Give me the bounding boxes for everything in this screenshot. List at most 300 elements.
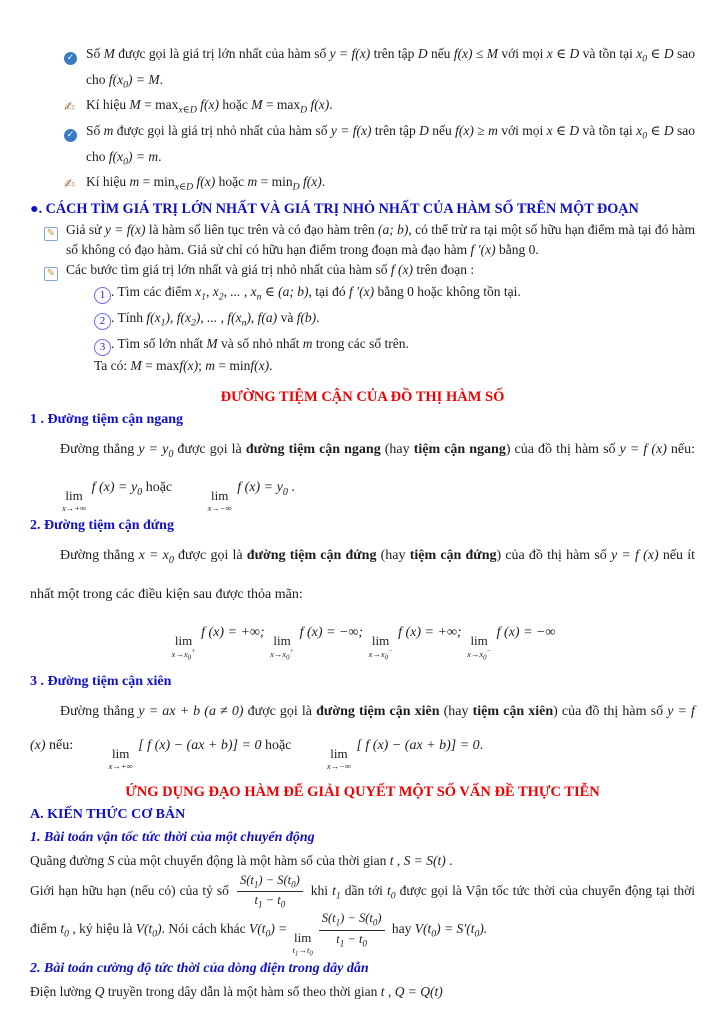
text-run: . [287, 480, 295, 496]
math-run: ) = m [127, 148, 159, 164]
text-run: nếu ít nhất một trong các điều kiện sau được thỏa mãn: [30, 547, 695, 602]
subscript: 0 [123, 79, 128, 91]
subscript: 0 [642, 130, 648, 142]
math-run: f(x) [196, 97, 219, 113]
list-item [64, 172, 695, 198]
numbered-step [94, 308, 695, 334]
text-run: trên tập [371, 123, 420, 139]
bold-run: đường tiệm cận ngang [245, 441, 381, 457]
paragraph-indented [94, 356, 695, 376]
bold-run: tiệm cận ngang [413, 441, 506, 457]
subsection-heading: 2. Đường tiệm cận đứng [30, 517, 174, 533]
text-run: Giả sử [66, 222, 105, 238]
text-run: hay [388, 921, 415, 937]
limit-operator [369, 634, 393, 662]
text-run: được gọi là [243, 704, 317, 720]
text-run: hoặc [215, 174, 248, 190]
limit-label: lim [65, 488, 83, 504]
subscript: 0 [642, 53, 648, 65]
math-run: , x [205, 284, 219, 300]
math-run: f(x) [179, 357, 199, 373]
list-item-text [66, 220, 695, 260]
text-run: →t [298, 944, 310, 955]
subscript: 0 [187, 654, 191, 662]
subscript: 1 [253, 879, 259, 890]
math-run: f (x) = −∞ [493, 624, 556, 640]
text-run: nếu: [666, 441, 696, 457]
math-run: M [206, 335, 218, 351]
math-run: (a; b) [378, 222, 409, 238]
text-run: x→x [368, 648, 385, 659]
text-run: được gọi là giá trị nhỏ nhất của hàm số [113, 123, 331, 139]
limit-under-script [297, 762, 351, 771]
fraction [237, 873, 303, 911]
formula-line [30, 616, 695, 662]
bold-run: tiệm cận đứng [409, 547, 497, 563]
text-run: = min [257, 174, 293, 190]
subsection-heading: A. KIẾN THỨC CƠ BẢN [30, 806, 186, 822]
text-run: Giới hạn hữu hạn (nếu có) của tỷ số [30, 882, 233, 898]
text-run: . Tìm số lớn nhất [111, 335, 207, 351]
text-run: ) của đồ thị hàm số [553, 704, 668, 720]
text-run: (hay [376, 547, 410, 563]
math-run: x [636, 123, 643, 139]
text-run: . [158, 148, 162, 164]
text-run: . [479, 738, 484, 754]
text-run: Các bước tìm giá trị lớn nhất và giá trị nhỏ nhất của hàm số [66, 262, 391, 278]
superscript: − [388, 647, 393, 655]
text-run: . Tìm các điểm [111, 284, 196, 300]
math-run: t [380, 984, 385, 1000]
limit-under-script [270, 649, 294, 662]
limit-under-script [369, 649, 393, 662]
text-run: khi [306, 882, 333, 898]
math-run: ), f(x [165, 309, 191, 325]
paragraph [30, 849, 695, 873]
note-pencil-icon: ✎ [44, 267, 58, 281]
superscript: + [191, 647, 196, 655]
limit-label: lim [330, 746, 348, 762]
math-run: M [251, 97, 263, 113]
subscript: 0 [431, 928, 437, 940]
text-run: ) của đồ thị hàm số [505, 441, 620, 457]
text-run: S(t [239, 872, 254, 887]
text-run: hoặc [142, 480, 176, 496]
subscript: 0 [168, 554, 174, 566]
math-run: V(t [135, 921, 153, 937]
definition-paragraph [30, 433, 695, 513]
text-run: Điện lường [30, 984, 95, 1000]
text-run: , tại đó [308, 284, 350, 300]
text-run: = max [140, 97, 179, 113]
bullet-icon-cell [44, 220, 66, 260]
fraction-numerator [319, 911, 385, 930]
bold-run: đường tiệm cận xiên [316, 704, 440, 720]
limit-label: lim [294, 929, 312, 945]
limit-label: lim [211, 488, 229, 504]
subscript: 1 [160, 317, 166, 329]
subscript: 0 [168, 448, 174, 460]
subscript: 0 [309, 950, 313, 958]
numbered-step [94, 282, 695, 308]
text-run: ) − S(t [258, 872, 292, 887]
text-run: Kí hiệu [86, 97, 130, 113]
math-run: y = f (x) [619, 441, 667, 457]
subscript: 0 [123, 156, 128, 168]
math-run: f (x) [390, 262, 413, 278]
subscript: 0 [137, 487, 143, 499]
text-run: x→−∞ [326, 761, 351, 772]
math-run: y = ax + b (a ≠ 0) [138, 704, 244, 720]
text-run: . [159, 71, 163, 87]
subsection-heading: 1 . Đường tiệm cận ngang [30, 411, 184, 427]
text-run: . [269, 357, 273, 373]
chapter-heading-red: ĐƯỜNG TIỆM CẬN CỦA ĐỒ THỊ HÀM SỐ [220, 388, 505, 405]
list-item-text [66, 260, 695, 282]
text-run: trên tập [370, 46, 418, 61]
text-run: Kí hiệu [86, 174, 130, 190]
math-run: f(x) ≤ M [453, 46, 498, 61]
math-run: Q = Q(t) [394, 984, 443, 1000]
text-run: được gọi là Vận tốc tức thời của chuyển động tại thời điểm [30, 882, 695, 937]
text-run: − t [262, 892, 281, 907]
list-item-text [86, 95, 695, 121]
limit-label: lim [273, 632, 291, 648]
math-run: Q [94, 984, 105, 1000]
subscript: 0 [390, 890, 396, 902]
subscript: 0 [286, 654, 290, 662]
bullet-icon-cell [64, 95, 86, 121]
definition-paragraph [30, 695, 695, 771]
list-item [44, 260, 695, 282]
text-run: x→x [171, 648, 188, 659]
subscript: 1 [295, 950, 299, 958]
math-run: ). [479, 921, 488, 937]
text-run: = max [262, 97, 301, 113]
text-run: ; [198, 357, 206, 373]
limit-operator [467, 634, 491, 662]
subscript: 0 [265, 928, 271, 940]
math-run: ) [157, 921, 162, 937]
math-run: t [332, 882, 336, 898]
text-run: với mọi [497, 123, 547, 139]
text-run: (hay [439, 704, 473, 720]
list-item [64, 95, 695, 121]
math-run: f(x [108, 71, 124, 87]
text-run: được gọi là [173, 441, 246, 457]
text-run: nếu [427, 46, 454, 61]
limit-operator [172, 634, 196, 662]
text-run: Quãng đường [30, 852, 108, 868]
text-run: x→x [467, 648, 484, 659]
text-run: Đường thẳng [60, 441, 139, 457]
math-run: S [107, 852, 115, 868]
math-run: ) = M [127, 71, 160, 87]
list-item [64, 121, 695, 172]
math-run: y = f(x) [104, 222, 146, 238]
subscript: x∈D [178, 105, 197, 117]
superscript: + [289, 647, 295, 655]
list-item [64, 44, 695, 95]
text-run: và số nhỏ nhất [217, 335, 303, 351]
limit-operator [178, 489, 232, 513]
text-run: và tồn tại [579, 46, 637, 61]
text-run: được gọi là giá trị lớn nhất của hàm số [114, 46, 330, 61]
math-run: ∈ D [647, 123, 674, 139]
math-run: f(x [146, 309, 161, 325]
superscript: − [486, 647, 492, 655]
text-run: Số [86, 123, 104, 139]
math-run: M [103, 46, 115, 61]
math-run: f(x) [193, 174, 216, 190]
text-run: dần tới [340, 882, 387, 898]
math-run: ), f(a) [246, 309, 278, 325]
text-run: ) − S(t [340, 911, 373, 926]
paragraph [30, 980, 695, 1004]
text-run: ●. CÁCH TÌM GIÁ TRỊ LỚN NHẤT VÀ GIÁ TRỊ NHỎ NHẤT CỦA HÀM SỐ TRÊN MỘT ĐOẠN [30, 201, 639, 218]
math-run: S = S(t) [403, 852, 446, 868]
text-run: = min [139, 174, 175, 190]
note-pencil-icon: ✎ [44, 227, 58, 241]
text-run: x→+∞ [108, 761, 133, 772]
limit-under-script [79, 762, 133, 771]
limit-under-script [178, 504, 232, 513]
list-item-text [86, 121, 695, 172]
math-run: f ′(x) [349, 284, 375, 300]
definition-paragraph [30, 539, 695, 612]
subscript: x∈D [174, 182, 194, 194]
text-run: . [321, 174, 326, 190]
math-run: V(t [414, 921, 432, 937]
list-item-text [86, 172, 695, 198]
text-run: Đường thẳng [60, 704, 139, 720]
text-run: x→−∞ [207, 503, 232, 514]
bullet-icon-cell [64, 44, 86, 95]
subscript: 0 [474, 928, 480, 940]
text-run: t [292, 944, 296, 955]
limit-under-script [32, 504, 86, 513]
subscript: 0 [152, 928, 158, 940]
text-run: . Nói cách khác [161, 921, 249, 937]
subscript: 0 [483, 654, 487, 662]
math-run: ), ... , f(x [195, 309, 242, 325]
math-run: m [247, 174, 258, 190]
subscript: 1 [201, 291, 206, 303]
math-run: m [302, 335, 313, 351]
math-run: D [419, 123, 429, 139]
text-run: . Tính [111, 309, 147, 325]
text-run: sao cho [86, 46, 695, 87]
math-run: x [195, 284, 202, 300]
subscript: 1 [335, 890, 341, 902]
math-run: f(x) [307, 97, 330, 113]
writing-hand-icon: ✍ [64, 100, 75, 116]
fraction-numerator [237, 873, 303, 892]
math-run: ∈ D [647, 46, 674, 61]
list-item [44, 220, 695, 260]
math-run: [ f (x) − (ax + b)] = 0 [134, 738, 262, 754]
text-run: trong các số trên. [312, 335, 409, 351]
math-run: ) = [270, 921, 291, 937]
bold-run: tiệm cận xiên [472, 704, 554, 720]
text-run: ) [295, 872, 300, 887]
text-run: nếu [428, 123, 456, 139]
text-run: được gọi là [173, 547, 247, 563]
limit-operator [270, 634, 294, 662]
text-run: t [336, 931, 340, 946]
subscript: 2 [190, 317, 196, 329]
subscript: 2 [218, 291, 224, 303]
subscript: 1 [258, 899, 263, 910]
math-run: f (x) = y [233, 480, 283, 496]
text-run: bằng 0 hoặc không tồn tại. [374, 284, 521, 300]
math-run: f (x) = y [88, 480, 138, 496]
circled-number: 3 [94, 339, 111, 356]
subscript: D [300, 105, 308, 117]
text-run: Đường thẳng [60, 547, 139, 563]
subscript: D [292, 182, 300, 194]
text-run: t [254, 892, 259, 907]
text-run: và tồn tại [579, 123, 637, 139]
text-run: , [384, 984, 395, 1000]
math-run: t [389, 852, 394, 868]
subscript: 0 [362, 938, 367, 949]
text-run: bằng 0. [495, 242, 539, 258]
check-circle-icon: ✓ [64, 129, 77, 142]
math-run: y = f (x) [611, 547, 659, 563]
subscript: 1 [335, 917, 341, 928]
math-run: [ f (x) − (ax + b)] = 0 [352, 738, 480, 754]
text-run: , có thể trừ ra tại một số hữu hạn điểm mà tại đó hàm số không có đạo hàm. Giả sử chỉ có hữu hạn điểm trong đoạn mà đạo hàm [66, 222, 695, 258]
document-content [30, 44, 695, 1004]
bullet-icon-cell [44, 260, 66, 282]
text-run: hoặc [261, 738, 295, 754]
chapter-heading-red: ỨNG DỤNG ĐẠO HÀM ĐỂ GIẢI QUYẾT MỘT SỐ VẤN ĐỀ THỰC TIỄN [125, 783, 600, 800]
math-run: y = f (x) [30, 704, 695, 754]
math-run: x [636, 46, 643, 61]
limit-label: lim [371, 632, 390, 648]
subscript: n [256, 291, 262, 303]
text-run: x→+∞ [62, 503, 87, 514]
text-run: trên đoạn : [413, 262, 475, 278]
math-run: f(x [108, 148, 124, 164]
subsection-heading-italic: 1. Bài toán vận tốc tức thời của một chuyển động [30, 829, 315, 845]
math-run: x ∈ D [546, 46, 580, 61]
math-run: y = f(x) [330, 123, 372, 139]
math-run: m [129, 174, 140, 190]
text-run: ) [377, 911, 382, 926]
text-run: = min [215, 357, 251, 373]
text-run: , [393, 852, 404, 868]
fraction-denominator [255, 892, 286, 910]
subscript: 0 [280, 899, 286, 910]
subsection-heading: 3 . Đường tiệm cận xiên [30, 674, 172, 690]
numbered-step [94, 334, 695, 356]
check-circle-icon: ✓ [64, 52, 77, 65]
text-run: truyền trong dây dẫn là một hàm số theo thời gian [104, 984, 381, 1000]
bullet-icon-cell [64, 172, 86, 198]
text-run: hoặc [219, 97, 252, 113]
limit-under-script [172, 649, 196, 662]
math-run: f (x) = +∞; [394, 624, 466, 640]
math-run: y = f(x) [329, 46, 371, 61]
math-run: t [386, 882, 391, 898]
math-run: f(x) ≥ m [455, 123, 498, 139]
math-run: f(x) [250, 357, 270, 373]
math-run: t [60, 921, 65, 937]
math-run: f (x) = +∞; [197, 624, 269, 640]
limit-operator [79, 747, 133, 771]
limit-operator [293, 931, 313, 958]
circled-number: 2 [94, 313, 111, 330]
math-run: D [417, 46, 428, 61]
limit-under-script [467, 649, 491, 662]
math-run: m [205, 357, 216, 373]
section-heading-blue [30, 199, 695, 219]
text-run: x→x [270, 648, 287, 659]
text-run: với mọi [497, 46, 547, 61]
limit-under-script [293, 946, 313, 958]
text-run: Ta có: [94, 357, 131, 373]
subscript: 1 [339, 938, 345, 949]
math-run: , ... , x [223, 284, 257, 300]
paragraph [30, 873, 695, 959]
math-run: f(x) [299, 174, 322, 190]
text-run: Số [86, 46, 104, 61]
math-run: V(t [248, 921, 266, 937]
subscript: n [241, 317, 247, 329]
subscript: 0 [291, 879, 296, 890]
math-run: f ′(x) [470, 242, 496, 258]
text-run: . [316, 309, 320, 325]
text-run: = max [141, 357, 180, 373]
math-run: ) = S′(t [436, 921, 475, 937]
limit-label: lim [470, 632, 488, 648]
math-run: M [129, 97, 141, 113]
list-item-text [86, 44, 695, 95]
text-run: ) của đồ thị hàm số [496, 547, 611, 563]
fraction [319, 911, 385, 949]
math-run: M [130, 357, 142, 373]
limit-label: lim [174, 632, 193, 648]
limit-operator [297, 747, 351, 771]
subscript: 0 [282, 487, 288, 499]
writing-hand-icon: ✍ [64, 177, 75, 193]
subscript: 0 [372, 917, 378, 928]
math-run: f(b) [296, 309, 317, 325]
limit-operator [32, 489, 86, 513]
math-run: f (x) = −∞; [296, 624, 367, 640]
math-run: ∈ (a; b) [261, 284, 309, 300]
text-run: , ký hiệu là [69, 921, 136, 937]
text-run: là hàm số liên tục trên và có đạo hàm trên [145, 222, 379, 238]
subscript: 0 [384, 654, 389, 662]
text-run: và [277, 309, 297, 325]
text-run: S(t [321, 911, 336, 926]
text-run: . [445, 852, 453, 868]
math-run: y = y [138, 441, 169, 457]
math-run: x = x [138, 547, 169, 563]
bullet-icon-cell [64, 121, 86, 172]
text-run: sao cho [86, 123, 695, 164]
bold-run: đường tiệm cận đứng [246, 547, 377, 563]
subscript: 0 [64, 928, 69, 940]
text-run: (hay [380, 441, 414, 457]
limit-label: lim [112, 746, 130, 762]
fraction-denominator [336, 931, 367, 949]
text-run: . [329, 97, 333, 113]
circled-number: 1 [94, 287, 111, 304]
